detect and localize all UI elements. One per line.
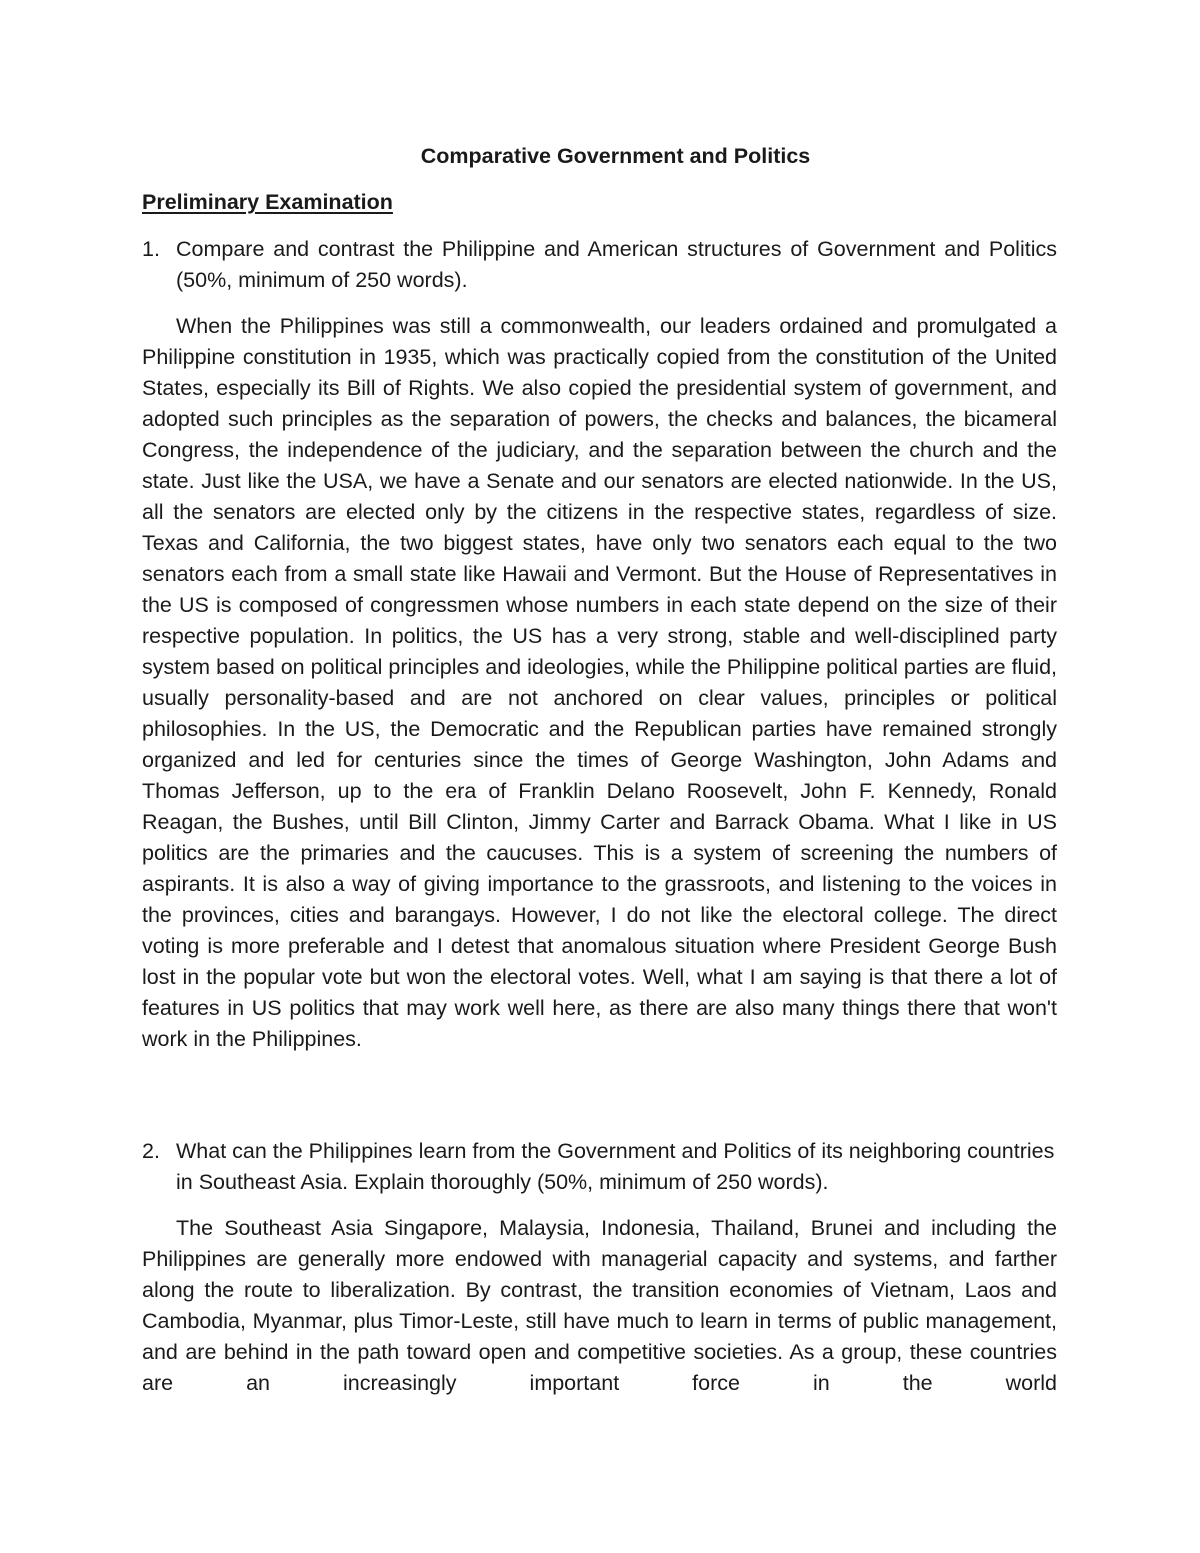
question-number: 2. — [142, 1139, 160, 1163]
exam-subtitle: Preliminary Examination — [142, 190, 393, 214]
question-2 — [142, 1136, 1057, 1198]
question-number: 1. — [142, 237, 160, 261]
question-prompt: What can the Philippines learn from the Government and Politics of its neighboring countries in Southeast Asia. Explain thoroughly (50%, minimum of 250 words). — [176, 1139, 1055, 1194]
document-title: Comparative Government and Politics — [420, 144, 811, 168]
question-1 — [142, 234, 1057, 296]
answer-paragraph-2: The Southeast Asia Singapore, Malaysia, Indonesia, Thailand, Brunei and including the Philippines are generally more endowed with managerial capacity and systems, and farther along the route to liberalization. By contrast, the transition economies of Vietnam, Laos and Cambodia, Myanmar, plus Timor-Leste, still have much to learn in terms of public management, and are behind in the path toward open and competitive societies. As a group, these countries are an increasingly important force in the world — [142, 1216, 1057, 1395]
answer-paragraph-1: When the Philippines was still a commonwealth, our leaders ordained and promulgated a Philippine constitution in 1935, which was practically copied from the constitution of the United States, especially its Bill of Rights. We also copied the presidential system of government, and adopted such principles as the separation of powers, the checks and balances, the bicameral Congress, the independence of the judiciary, and the separation between the church and the state. Just like the USA, we have a Senate and our senators are elected nationwide. In the US, all the senators are elected only by the citizens in the respective states, regardless of size. Texas and California, the two biggest states, have only two senators each equal to the two senators each from a small state like Hawaii and Vermont. But the House of Representatives in the US is composed of congressmen whose numbers in each state depend on the size of their respective population. In politics, the US has a very strong, stable and well-disciplined party system based on political principles and ideologies, while the Philippine political parties are fluid, usually personality-based and are not anchored on clear values, principles or political philosophies. In the US, the Democratic and the Republican parties have remained strongly organized and led for centuries since the times of George Washington, John Adams and Thomas Jefferson, up to the era of Franklin Delano Roosevelt, John F. Kennedy, Ronald Reagan, the Bushes, until Bill Clinton, Jimmy Carter and Barrack Obama. What I like in US politics are the primaries and the caucuses. This is a system of screening the numbers of aspirants. It is also a way of giving importance to the grassroots, and listening to the voices in the provinces, cities and barangays. However, I do not like the electoral college. The direct voting is more preferable and I detest that anomalous situation where President George Bush lost in the popular vote but won the electoral votes. Well, what I am saying is that there a lot of features in US politics that may work well here, as there are also many things there that won't work in the Philippines. — [142, 314, 1057, 1051]
question-prompt: Compare and contrast the Philippine and American structures of Government and Politics (50%, minimum of 250 words). — [176, 237, 1057, 292]
